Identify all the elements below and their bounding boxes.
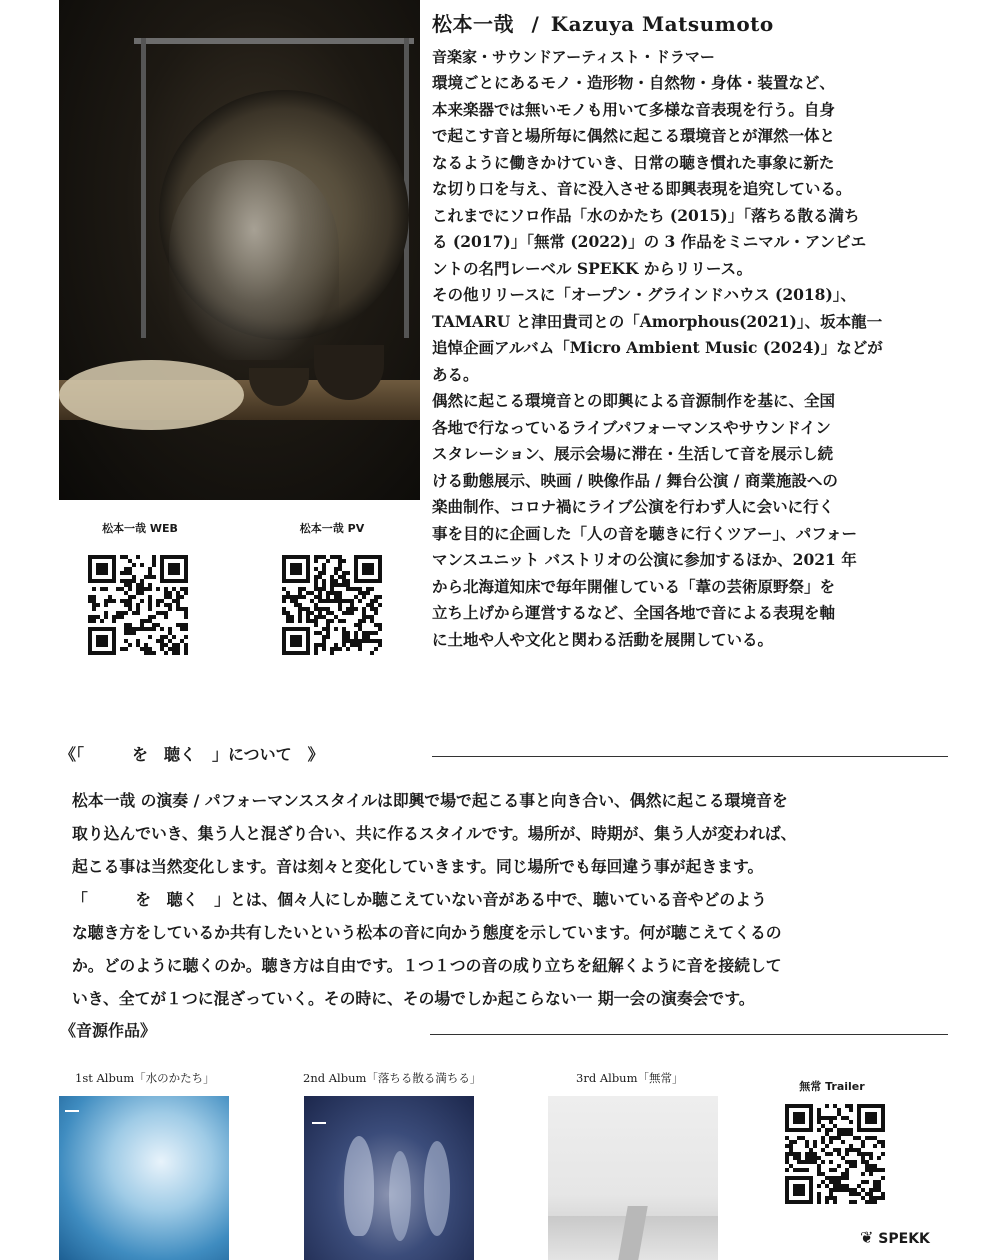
album-cover-2 xyxy=(304,1096,474,1260)
pv-qr-label: 松本一哉 PV xyxy=(299,522,365,535)
bio-line: る (2017)」「無常 (2022)」の 3 作品をミニマル・アンビエ xyxy=(432,232,867,251)
about-line: いき、全てが１つに混ざっていく。その時に、その場でしか起こらない一 期一会の演奏会です。 xyxy=(72,989,755,1008)
bio-line: 各地で行なっているライブパフォーマンスやサウンドイン xyxy=(432,417,831,437)
section-divider xyxy=(432,756,948,757)
album-cover-3 xyxy=(548,1096,718,1260)
trailer-qr-label: 無常 Trailer xyxy=(799,1080,865,1093)
about-line: な聴き方をしているか共有したいという松本の音に向かう態度を示しています。何が聴こえてくるの xyxy=(72,923,782,942)
artist-photo xyxy=(59,0,420,500)
bio-line: ある。 xyxy=(432,364,479,384)
album-caption: 1st Album「水のかたち」 xyxy=(75,1071,215,1085)
bio-line: で起こす音と場所毎に偶然に起こる環境音とが渾然一体と xyxy=(432,126,836,145)
drum-disc xyxy=(59,360,244,430)
leaf-icon: ❦ xyxy=(860,1228,874,1247)
album-cover-1 xyxy=(59,1096,229,1260)
about-heading: 《「 を 聴く 」について 》 xyxy=(60,745,324,764)
works-heading: 《音源作品》 xyxy=(60,1021,157,1040)
artist-bio xyxy=(432,70,942,653)
section-divider xyxy=(430,1034,948,1035)
bio-line: 追悼企画アルバム「Micro Ambient Music (2024)」などが xyxy=(432,338,883,357)
bio-line: その他リリースに「オープン・グラインドハウス (2018)」、 xyxy=(432,285,857,304)
qr-module xyxy=(378,651,382,655)
album-caption: 2nd Album「落ちる散る満ちる」 xyxy=(303,1071,482,1085)
bio-line: に土地や人や文化と関わる活動を展開している。 xyxy=(432,629,774,649)
gong-stand-left xyxy=(141,38,146,338)
bio-line: な切り口を与え、音に没入させる即興表現を追究している。 xyxy=(432,179,852,198)
spekk-logo-text: SPEKK xyxy=(878,1231,930,1247)
qr-module xyxy=(184,651,188,655)
bio-line: スタレーション、展示会場に滞在・生活して音を展示し続 xyxy=(432,444,834,463)
bio-line: 楽曲制作、コロナ禍にライブ公演を行わず人に会いに行く xyxy=(432,497,835,516)
about-line: 取り込んでいき、集う人と混ざり合い、共に作るスタイルです。場所が、時期が、集う人が変われば、 xyxy=(72,824,797,843)
performer-figure xyxy=(169,160,339,360)
web-qr-label: 松本一哉 WEB xyxy=(102,522,178,535)
about-line: 松本一哉 の演奏 / パフォーマンススタイルは即興で場で起こる事と向き合い、偶然に起こる環境音を xyxy=(72,791,788,810)
bio-line: マンスユニット バストリオの公演に参加するほか、2021 年 xyxy=(432,550,857,569)
bio-line: なるように働きかけていき、日常の聴き慣れた事象に新た xyxy=(432,152,835,172)
web-qr-code[interactable] xyxy=(88,555,188,655)
bio-line: これまでにソロ作品「水のかたち (2015)」「落ちる散る満ち xyxy=(432,205,860,225)
about-text xyxy=(72,784,952,1015)
artist-name-jp: 松本一哉 xyxy=(432,12,514,36)
bio-line: 事を目的に企画した「人の音を聴きに行くツアー」、パフォー xyxy=(432,523,858,543)
bio-line: ントの名門レーベル SPEKK からリリース。 xyxy=(432,258,753,278)
artist-name-en: Kazuya Matsumoto xyxy=(550,12,774,36)
album-caption: 3rd Album「無常」 xyxy=(576,1071,684,1085)
qr-module xyxy=(881,1200,885,1204)
spekk-logo xyxy=(860,1228,930,1247)
name-separator: / xyxy=(531,12,540,36)
bio-line: 立ち上げから運営するなど、全国各地で音による表現を軸 xyxy=(432,603,836,622)
pv-qr-code[interactable] xyxy=(282,555,382,655)
bio-line: ける動態展示、映画 / 映像作品 / 舞台公演 / 商業施設への xyxy=(432,470,838,490)
bio-line: から北海道知床で毎年開催している「葦の芸術原野祭」を xyxy=(432,576,836,596)
bio-line: 偶然に起こる環境音との即興による音源制作を基に、全国 xyxy=(432,391,836,410)
artist-role: 音楽家・サウンドアーティスト・ドラマー xyxy=(432,48,715,66)
trailer-qr-code[interactable] xyxy=(785,1104,885,1204)
about-line: 「 を 聴く 」とは、個々人にしか聴こえていない音がある中で、聴いている音やどのよう xyxy=(72,890,767,909)
bio-line: TAMARU と津田貴司との「Amorphous(2021)」、坂本龍一 xyxy=(432,311,883,331)
bio-line: 本来楽器では無いモノも用いて多様な音表現を行う。自身 xyxy=(432,99,835,119)
bio-line: 環境ごとにあるモノ・造形物・自然物・身体・装置など、 xyxy=(432,73,835,92)
gong-stand xyxy=(134,38,414,44)
about-line: か。どのように聴くのか。聴き方は自由です。１つ１つの音の成り立ちを紐解くように音を接続して xyxy=(72,956,782,975)
artist-name xyxy=(432,8,774,37)
about-line: 起こる事は当然変化します。音は刻々と変化していきます。同じ場所でも毎回違う事が起きます。 xyxy=(72,857,764,876)
